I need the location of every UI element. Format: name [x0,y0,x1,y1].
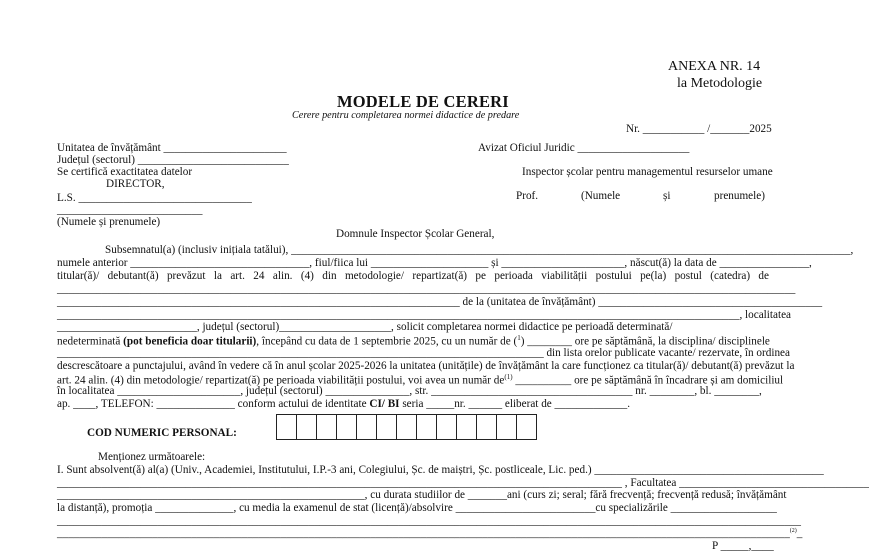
cnp-digit-box[interactable] [417,414,437,440]
salutation: Domnule Inspector Școlar General, [336,228,495,240]
studies-line-7: P _____,____ [712,540,774,552]
studies-line-3: _______________________________________________________, cu durata studiilor de _______ani (curs zi; seral; fără frecvență; frecvență redusă; învățământ [57,489,787,501]
cnp-digit-box[interactable] [297,414,317,440]
studies-line-1: I. Sunt absolvent(ă) al(a) (Univ., Academiei, Institutului, I.P.-3 ani, Colegiului, Șc. de maiștri, Șc. postliceale, Lic. ped.) _________________________________________ [57,464,824,476]
body-line-13-c: seria _____nr. ______ eliberat de _____________. [399,398,631,410]
body-line-6: __________________________________________________________________________________________________________________________, localitatea [57,309,791,321]
body-line-1: Subsemnatul(a) (inclusiv inițiala tatălui), ____________________________________________________________________________________________________, [105,244,854,256]
school-unit-field: Unitatea de învățământ ______________________ [57,142,287,154]
prof-label: Prof. [516,190,539,202]
studies-line-5: _____________________________________________________________________________________________________________________________________ [57,515,801,527]
id-type: CI/ BI [369,398,400,410]
body-line-13-a: ap. ____, TELEFON: ______________ conform actului de identitate [57,398,370,410]
cnp-digit-box[interactable] [517,414,537,440]
inspector-title: Inspector școlar pentru managementul resurselor umane [522,166,773,178]
legal-approval-field: Avizat Oficiul Juridic ____________________ [478,142,690,154]
cnp-digit-box[interactable] [497,414,517,440]
page-title: MODELE DE CERERI [337,92,509,111]
cnp-digit-box[interactable] [277,414,297,440]
studies-line-2: _____________________________________________________________________________________________________ , Facultatea __________________________________ [57,477,869,489]
footnote-1-ref: 1 [517,334,521,342]
annex-subtitle: la Metodologie [677,76,763,91]
body-line-5: ________________________________________________________________________ de la (unitatea de învățământ) ________________________________________ [57,296,823,308]
director-signature-line: __________________________ [57,204,203,216]
cnp-digit-box[interactable] [437,414,457,440]
footnote-1-ref-2: (1) [504,373,513,381]
body-line-10: descrescătoare a punctajului, având în vedere că în anul școlar 2025-2026 la unitatea (unitățile) de învățământ la care funcționez ca titular(ă)/ debutant(ă) prevăzut la [57,360,795,372]
studies-line-6 [57,527,803,540]
cnp-label: COD NUMERIC PERSONAL: [87,427,237,439]
cnp-digit-box[interactable] [337,414,357,440]
cnp-digit-box[interactable] [357,414,377,440]
footnote-2-ref: (2) [789,528,797,534]
studies-intro: Menționez următoarele: [98,451,206,463]
prof-and-word: și [663,190,671,202]
body-line-11-a: art. 24 alin. (4) din metodologie/ repartizat(ă) pe perioada viabilității postului, voi avea un număr de [57,374,505,387]
body-line-8 [57,335,769,348]
cnp-digit-box[interactable] [477,414,497,440]
stamp-line: L.S. _______________________________ [57,192,252,204]
body-line-2: numele anterior ________________________________, fiul/fiica lui _____________________ și ______________________, născut(ă) la data de ________________, [57,257,812,269]
studies-line-4: la distanță), promoția ______________, cu media la examenul de stat (licență)/absolvire _________________________cu specializările ___________________ [57,502,777,514]
studies-line-6-end: _ [796,527,803,540]
director-name-note: (Numele și prenumele) [57,216,161,228]
certify-text: Se certifică exactitatea datelor [57,166,193,178]
body-line-8-a: nedeterminată [57,335,124,348]
body-line-8-c: , începând cu data de 1 septembrie 2025, cu un număr de ( [256,335,518,348]
prof-name-word: (Numele [581,190,621,202]
body-line-3: titular(ă)/ debutant(ă) prevăzut la art. 24 alin. (4) din metodologie/ repartizat(ă) pe perioada viabilității postului pe(la) postul (catedra) de [57,270,769,282]
body-line-11-b: __________ ore pe săptămână în încadrare și am domiciliul [512,374,784,387]
body-line-13 [57,399,769,410]
body-line-8-d: ) ________ ore pe săptămână, la disciplina/ disciplinele [520,335,770,348]
cnp-digit-box[interactable] [397,414,417,440]
cnp-digit-box[interactable] [317,414,337,440]
registration-number: Nr. ___________ /_______2025 [626,123,772,135]
annex-number: ANEXA NR. 14 [668,59,761,74]
county-field: Județul (sectorul) ___________________________ [57,154,289,166]
page-subtitle: Cerere pentru completarea normei didactice de predare [292,110,520,121]
titular-note: (pot beneficia doar titularii) [123,335,257,348]
director-label: DIRECTOR, [106,178,165,190]
cnp-digit-box[interactable] [377,414,397,440]
cnp-digit-box[interactable] [457,414,477,440]
cnp-boxes[interactable] [276,414,537,440]
body-line-12: în localitatea ______________________, județul (sectorul) _______________, str. ____________________________________ nr. ________, bl. ________, [57,385,762,397]
prof-firstname-word: prenumele) [714,190,765,202]
body-line-9: _______________________________________________________________________________________ din lista orelor publicate vacante/ rezervate, în ordinea [57,347,790,359]
studies-line-6-a: ___________________________________________________________________________________________________________________________________ [57,527,790,540]
body-line-7: _________________________, județul (sectorul)____________________, solicit completarea normei didactice pe perioadă determinată/ [57,321,673,333]
body-line-4: ____________________________________________________________________________________________________________________________________ [57,283,796,295]
